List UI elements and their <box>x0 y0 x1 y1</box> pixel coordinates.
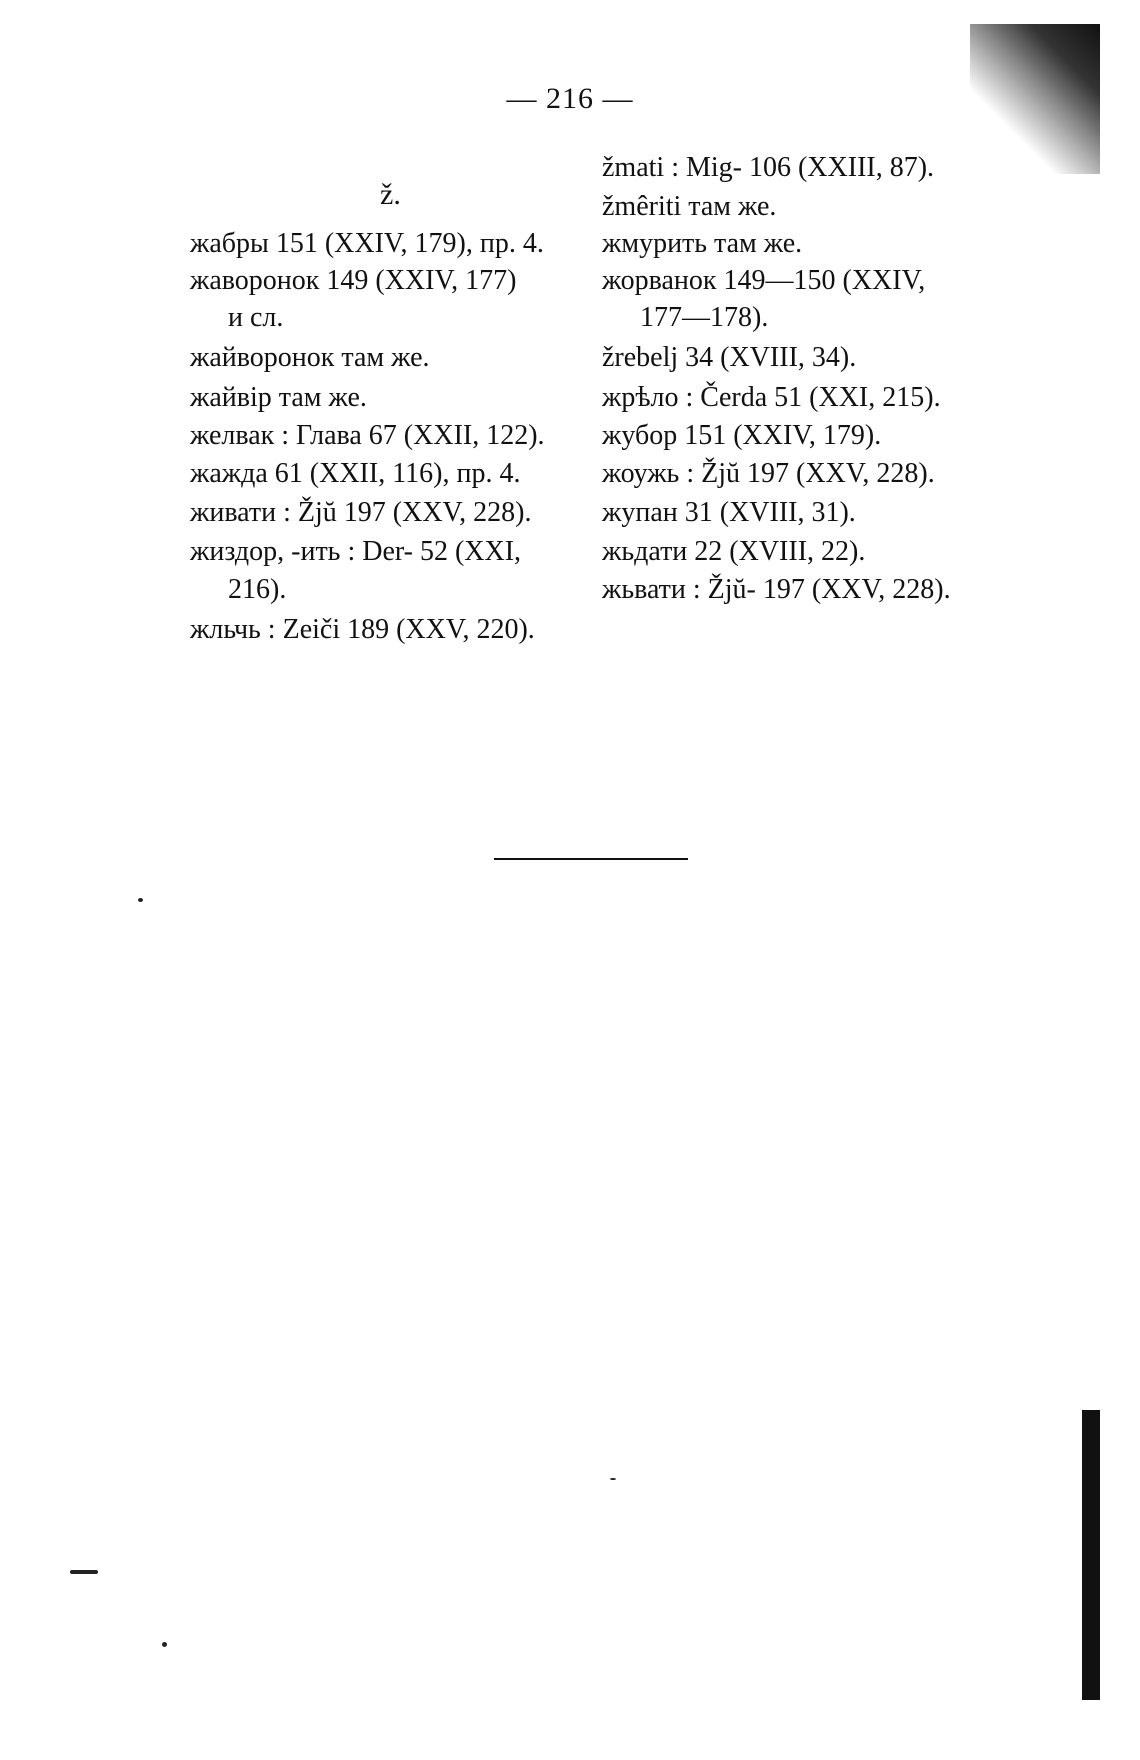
entry-line: жайвір там же. <box>190 382 367 413</box>
section-divider <box>494 858 688 860</box>
entry-line: живати : Žjŭ 197 (XXV, 228). <box>190 497 532 528</box>
entry-line: жоужь : Žjŭ 197 (XXV, 228). <box>602 458 935 489</box>
entry-line: желвак : Глава 67 (XXII, 122). <box>190 420 545 451</box>
entry-line: žmêriti там же. <box>602 191 777 222</box>
entry-line: 177—178). <box>640 302 769 333</box>
entry-line: žmati : Mig- 106 (XXIII, 87). <box>602 152 935 183</box>
section-letter: ž. <box>380 178 401 211</box>
entry-line: жрѣло : Čerda 51 (XXI, 215). <box>602 382 941 413</box>
entry-line: жьвати : Žjŭ- 197 (XXV, 228). <box>602 574 951 605</box>
scan-speck <box>162 1642 167 1647</box>
page-number: — 216 — <box>506 82 634 115</box>
entry-line: жажда 61 (XXII, 116), пр. 4. <box>190 458 521 489</box>
scan-speck <box>610 1478 616 1480</box>
scan-speck <box>70 1570 98 1574</box>
entry-line: 216). <box>228 574 287 605</box>
entry-line: жмурить там же. <box>602 228 803 259</box>
scan-shadow-right <box>1082 1410 1100 1700</box>
entry-line: жорванок 149—150 (XXIV, <box>602 265 926 296</box>
entry-line: и сл. <box>228 302 284 333</box>
entry-line: жьдати 22 (XVIII, 22). <box>602 536 866 567</box>
entry-line: жабры 151 (XXIV, 179), пр. 4. <box>190 228 544 259</box>
entry-line: жаворонок 149 (XXIV, 177) <box>190 265 517 296</box>
entry-line: žrebelj 34 (XVIII, 34). <box>602 342 857 373</box>
entry-line: жльчь : Zeiči 189 (XXV, 220). <box>190 614 535 645</box>
entry-line: жайворонок там же. <box>190 342 430 373</box>
entry-line: жубор 151 (XXIV, 179). <box>602 420 882 451</box>
scan-speck <box>138 898 143 902</box>
entry-line: жиздор, -ить : Der- 52 (XXI, <box>190 536 522 567</box>
entry-line: жупан 31 (XVIII, 31). <box>602 497 856 528</box>
